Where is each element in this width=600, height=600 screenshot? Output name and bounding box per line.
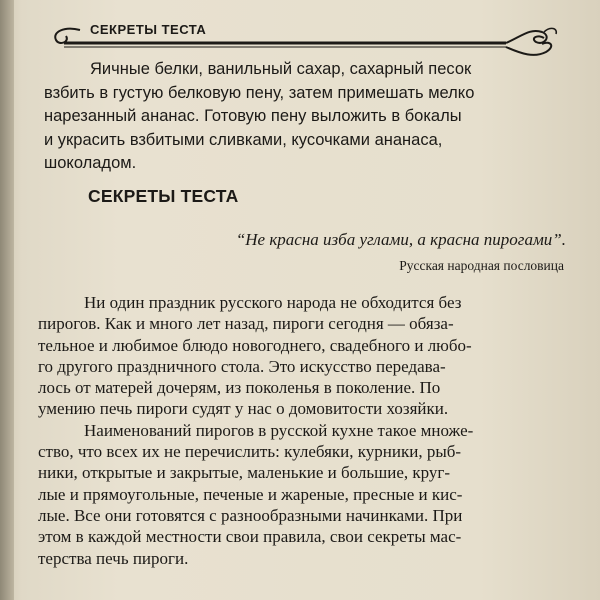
text-line: взбить в густую белковую пену, затем примешать мелко bbox=[44, 83, 475, 102]
text-line: тельное и любимое блюдо новогоднего, свадебного и любо- bbox=[38, 335, 472, 355]
running-header bbox=[44, 18, 564, 58]
text-line: ники, открытые и закрытые, маленькие и большие, круг- bbox=[38, 463, 451, 483]
text-line: пирогов. Как и много лет назад, пироги сегодня — обяза- bbox=[38, 314, 454, 334]
book-spine-shadow bbox=[0, 0, 14, 600]
header-title: СЕКРЕТЫ ТЕСТА bbox=[90, 22, 207, 37]
text-line: терства печь пироги. bbox=[38, 548, 189, 568]
text-line: Яичные белки, ванильный сахар, сахарный песок bbox=[90, 60, 472, 78]
text-line: Ни один праздник русского народа не обходится без bbox=[84, 293, 462, 312]
epigraph-source: Русская народная пословица bbox=[399, 258, 564, 273]
body-paragraphs bbox=[38, 292, 566, 569]
text-line: лые. Все они готовятся с разнообразными начинками. При bbox=[38, 505, 463, 525]
text-line: лось от матерей дочерям, из поколенья в поколение. По bbox=[38, 378, 441, 398]
text-line: го другого праздничного стола. Это искусство передава- bbox=[38, 356, 446, 376]
text-line: и украсить взбитыми сливками, кусочками ананаса, bbox=[44, 130, 443, 149]
recipe-paragraph bbox=[44, 58, 564, 176]
text-line: лые и прямоугольные, печеные и жареные, пресные и кис- bbox=[38, 484, 463, 504]
text-line: этом в каждой местности свои правила, свои секреты мас- bbox=[38, 527, 462, 547]
text-line: ство, что всех их не перечислить: кулебяки, курники, рыб- bbox=[38, 442, 462, 462]
epigraph: “Не красна изба углами, а красна пирогами”. bbox=[235, 230, 566, 249]
text-line: Наименований пирогов в русской кухне такое множе- bbox=[84, 420, 474, 440]
text-line: умению печь пироги судят у нас о домовитости хозяйки. bbox=[38, 399, 449, 419]
section-title: СЕКРЕТЫ ТЕСТА bbox=[88, 186, 239, 206]
text-line: нарезанный ананас. Готовую пену выложить в бокалы bbox=[44, 107, 462, 125]
text-line: шоколадом. bbox=[44, 154, 137, 172]
